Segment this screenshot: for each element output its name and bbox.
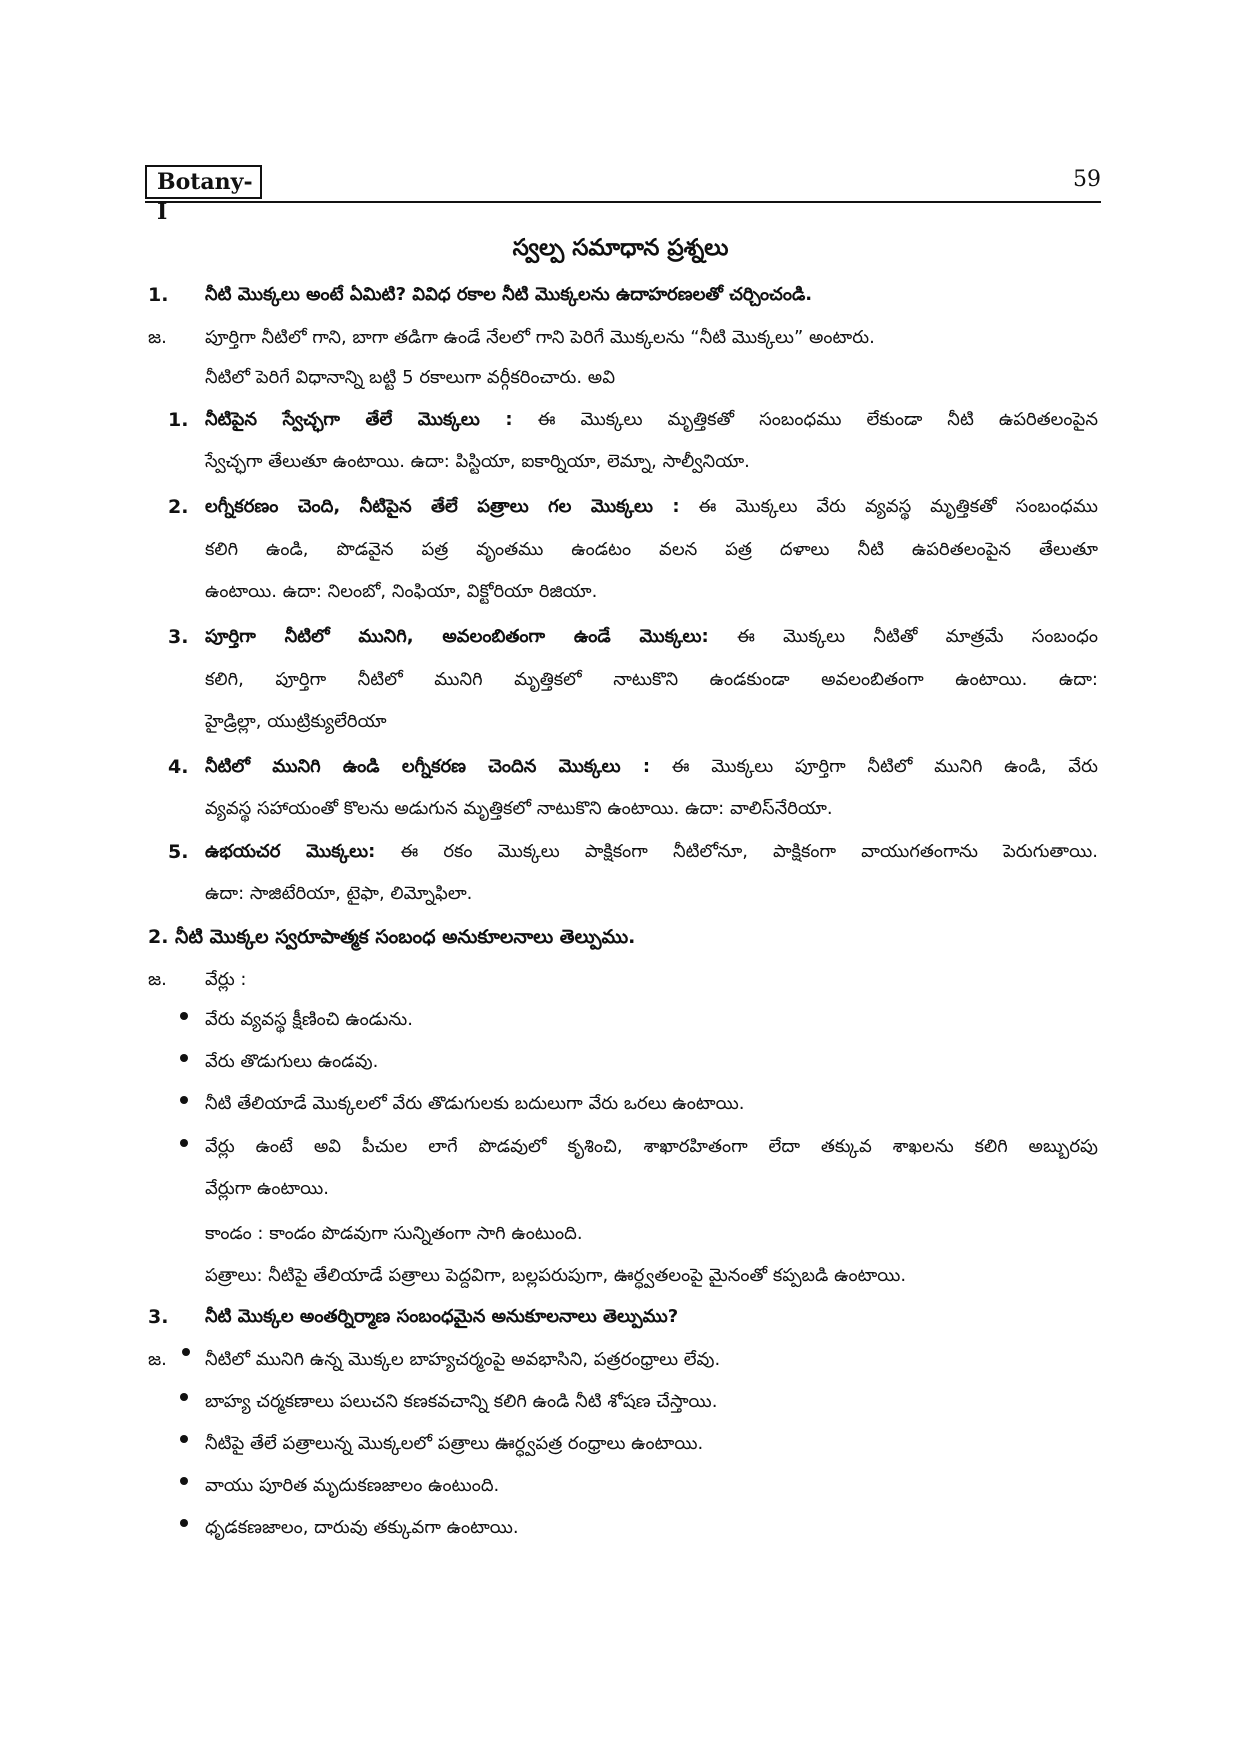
bullet-text: నీటిపై తేలే పత్రాలున్న మొక్కలలో పత్రాలు ఊర్ధ్వపత్ర రంధ్రాలు ఉంటాయి. xyxy=(205,1433,704,1454)
list-item xyxy=(205,625,1098,649)
question-number: 3. xyxy=(148,1306,169,1328)
question-text: నీటి మొక్కల అంతర్నిర్మాణ సంబంధమైన అనుకూలనాలు తెల్పుము? xyxy=(205,1306,679,1327)
list-item xyxy=(205,495,1098,519)
bullet-icon xyxy=(180,1096,188,1104)
bullet-text: నీటిలో మునిగి ఉన్న మొక్కల బాహ్యచర్మంపై అవభాసిని, పత్రరంధ్రాలు లేవు. xyxy=(205,1349,721,1370)
item-text: హైడ్రిల్లా, యుట్రిక్యులేరియా xyxy=(205,711,387,732)
item-title: ఉభయచర మొక్కలు: xyxy=(205,841,376,862)
item-text: ఉంటాయి. ఉదా: నిలంబో, నింఫియా, విక్టోరియా రిజియా. xyxy=(205,581,598,602)
bullet-icon xyxy=(180,1477,188,1485)
question-text: నీటి మొక్కలు అంటే ఏమిటి? వివిధ రకాల నీటి మొక్కలను ఉదాహరణలతో చర్చించండి. xyxy=(205,284,813,305)
subject-label: Botany-I xyxy=(145,165,262,199)
list-number: 1. xyxy=(168,409,189,431)
question-number: 1. xyxy=(148,284,169,306)
list-item xyxy=(205,840,1098,864)
bullet-icon xyxy=(180,1519,188,1527)
item-text: స్వేచ్ఛగా తేలుతూ ఉంటాయి. ఉదా: పిస్టియా, ఐకార్నియా, లెమ్నా, సాల్వీనియా. xyxy=(205,451,750,472)
bullet-text: నీటి తేలియాడే మొక్కలలో వేరు తొడుగులకు బదులుగా వేరు ఒరలు ఉంటాయి. xyxy=(205,1093,745,1114)
bullet-text: వేరు తొడుగులు ఉండవు. xyxy=(205,1051,379,1072)
bullet-icon xyxy=(180,1393,188,1401)
list-item xyxy=(205,408,1098,432)
bullet-icon xyxy=(182,1348,190,1356)
page-number: 59 xyxy=(1073,167,1101,192)
item-text: ఈ మొక్కలు వేరు వ్యవస్థ మృత్తికతో సంబంధము xyxy=(698,496,1098,517)
bullet-icon xyxy=(180,1139,188,1147)
list-number: 5. xyxy=(168,841,189,863)
bullet-text: వేర్లు ఉంటే అవి పీచుల లాగే పొడవులో కృశించి, శాఖారహితంగా లేదా తక్కువ శాఖలను కలిగి అబ్బురపు xyxy=(205,1136,1098,1157)
answer-text: పూర్తిగా నీటిలో గాని, బాగా తడిగా ఉండే నేలలో గాని పెరిగే మొక్కలను “నీటి మొక్కలు” అంటారు. xyxy=(205,327,875,348)
bullet-text: వాయు పూరిత మృదుకణజాలం ఉంటుంది. xyxy=(205,1475,500,1496)
roots-label: వేర్లు : xyxy=(205,969,247,990)
item-text: వ్యవస్థ సహాయంతో కొలను అడుగున మృత్తికలో నాటుకొని ఉంటాయి. ఉదా: వాలిస్‌నేరియా. xyxy=(205,798,833,819)
bullet-text: వేర్లుగా ఉంటాయి. xyxy=(205,1178,330,1199)
item-text: కలిగి ఉండి, పొడవైన పత్ర వృంతము ఉండటం వలన పత్ర దళాలు నీటి ఉపరితలంపైన తేలుతూ xyxy=(205,539,1098,560)
item-text: ఈ మొక్కలు నీటితో మాత్రమే సంబంధం xyxy=(736,626,1098,647)
list-number: 2. xyxy=(168,496,189,518)
item-title: పూర్తిగా నీటిలో మునిగి, అవలంబితంగా ఉండే మొక్కలు: xyxy=(205,626,709,647)
list-number: 3. xyxy=(168,626,189,648)
bullet-icon xyxy=(180,1012,188,1020)
answer-marker: జ. xyxy=(148,1349,167,1370)
bullet-text: వేరు వ్యవస్థ క్షీణించి ఉండును. xyxy=(205,1009,413,1030)
question-text: 2. నీటి మొక్కల స్వరూపాత్మక సంబంధ అనుకూలనాలు తెల్పుము. xyxy=(148,926,636,948)
answer-marker: జ. xyxy=(148,327,167,348)
bullet-text: బాహ్య చర్మకణాలు పలుచని కణకవచాన్ని కలిగి ఉండి నీటి శోషణ చేస్తాయి. xyxy=(205,1391,718,1412)
answer-text: నీటిలో పెరిగే విధానాన్ని బట్టి 5 రకాలుగా వర్గీకరించారు. అవి xyxy=(205,367,615,388)
bullet-icon xyxy=(180,1054,188,1062)
page-header xyxy=(145,165,1101,225)
item-text: ఈ మొక్కలు మృత్తికతో సంబంధము లేకుండా నీటి ఉపరితలంపైన xyxy=(537,409,1098,430)
header-rule xyxy=(145,201,1101,203)
item-title: నీటిలో మునిగి ఉండి లగ్నీకరణ చెందిన మొక్కలు : xyxy=(205,756,651,777)
section-title: స్వల్ప సమాధాన ప్రశ్నలు xyxy=(512,235,729,261)
stem-text: కాండం : కాండం పొడవుగా సున్నితంగా సాగి ఉంటుంది. xyxy=(205,1223,583,1244)
list-item xyxy=(205,755,1098,779)
item-text: ఈ రకం మొక్కలు పాక్షికంగా నీటిలోనూ, పాక్షికంగా వాయుగతంగాను పెరుగుతాయి. xyxy=(400,841,1098,862)
item-text: ఈ మొక్కలు పూర్తిగా నీటిలో మునిగి ఉండి, వేరు xyxy=(671,756,1098,777)
bullet-text: ధృడకణజాలం, దారువు తక్కువగా ఉంటాయి. xyxy=(205,1517,519,1538)
bullet-icon xyxy=(180,1435,188,1443)
list-number: 4. xyxy=(168,756,189,778)
answer-marker: జ. xyxy=(148,969,167,990)
item-title: నీటిపైన స్వేచ్ఛగా తేలే మొక్కలు : xyxy=(205,409,513,430)
leaves-text: పత్రాలు: నీటిపై తేలియాడే పత్రాలు పెద్దవిగా, బల్లపరుపుగా, ఊర్ధ్వతలంపై మైనంతో కప్పబడి ఉంటాయి. xyxy=(205,1265,907,1286)
item-text: కలిగి, పూర్తిగా నీటిలో మునిగి మృత్తికలో నాటుకొని ఉండకుండా అవలంబితంగా ఉంటాయి. ఉదా: xyxy=(205,669,1098,690)
item-text: ఉదా: సాజిటేరియా, టైఫా, లిమ్నోఫిలా. xyxy=(205,883,473,904)
item-title: లగ్నీకరణం చెంది, నీటిపైన తేలే పత్రాలు గల మొక్కలు : xyxy=(205,496,680,517)
